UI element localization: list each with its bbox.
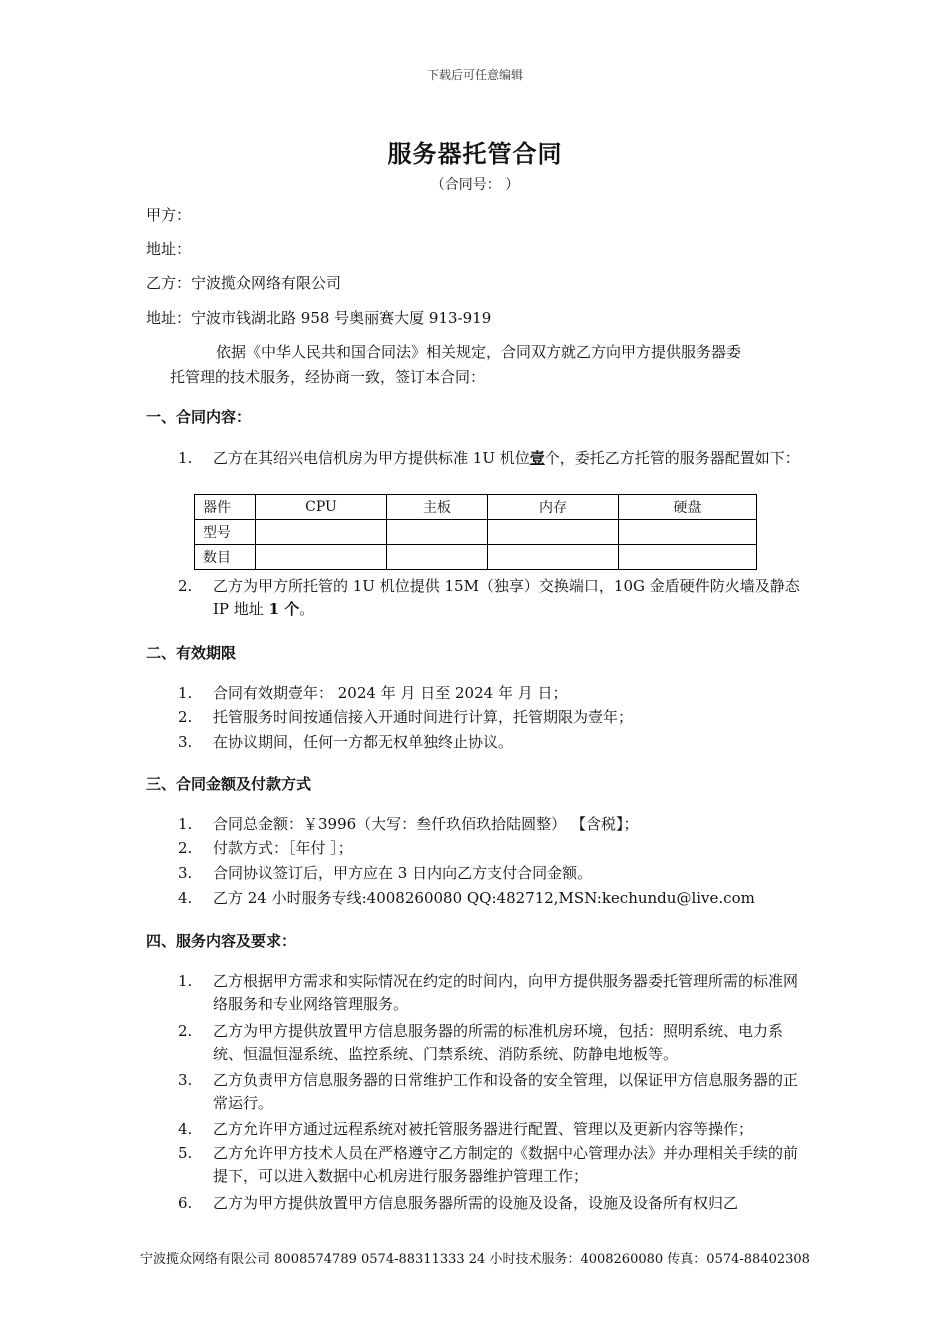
table-row bbox=[195, 545, 757, 570]
table-cell bbox=[256, 545, 387, 570]
item-text: 乙方负责甲方信息服务器的日常维护工作和设备的安全管理，以保证甲方信息服务器的正常运行。 bbox=[213, 1071, 799, 1112]
table-cell bbox=[387, 545, 488, 570]
contract-number: （合同号： ） bbox=[430, 177, 520, 193]
party-a-label: 甲方： bbox=[146, 206, 192, 224]
item-text: 乙方在其绍兴电信机房为甲方提供标准 1U 机位 bbox=[213, 449, 530, 467]
item-text: 。 bbox=[299, 600, 315, 618]
item-number: 2. bbox=[178, 839, 193, 857]
section-1-heading: 一、合同内容： bbox=[146, 408, 252, 426]
item-text: 乙方允许甲方技术人员在严格遵守乙方制定的《数据中心管理办法》并办理相关手续的前提下，可以进入数据中心机房进行服务器维护管理工作； bbox=[213, 1144, 799, 1185]
item-text: 乙方允许甲方通过远程系统对被托管服务器进行配置、管理以及更新内容等操作； bbox=[213, 1120, 754, 1138]
item-text: 个，委托乙方托管的服务器配置如下： bbox=[544, 449, 800, 467]
table-cell bbox=[619, 520, 757, 545]
list-item bbox=[178, 862, 810, 885]
item-number: 2. bbox=[178, 577, 193, 595]
table-cell bbox=[488, 545, 619, 570]
item-text: 乙方为甲方提供放置甲方信息服务器的所需的标准机房环境，包括：照明系统、电力系统、恒温恒湿系统、监控系统、门禁系统、消防系统、防静电地板等。 bbox=[213, 1022, 784, 1063]
table-header-cell: 硬盘 bbox=[619, 495, 757, 520]
table-header-cell: 内存 bbox=[488, 495, 619, 520]
item-text: 合同有效期壹年： 2024 年 月 日至 2024 年 月 日； bbox=[213, 684, 568, 702]
item-text: 付款方式：［年付 ］； bbox=[213, 839, 353, 857]
intro-paragraph bbox=[146, 340, 816, 390]
item-text: 乙方为甲方所托管的 1U 机位提供 15M（独享）交换端口，10G 金盾硬件防火墙及静态 IP 地址 bbox=[213, 577, 800, 618]
table-header-cell: 主板 bbox=[387, 495, 488, 520]
page-footer: 宁波揽众网络有限公司 8008574789 0574-88311333 24 小时技术服务：4008260080 传真：0574-88402308 bbox=[140, 1252, 810, 1267]
list-item bbox=[178, 887, 810, 910]
item-number: 4. bbox=[178, 1120, 193, 1138]
list-item bbox=[178, 837, 810, 860]
document-title: 服务器托管合同 bbox=[387, 140, 563, 168]
list-item bbox=[178, 970, 810, 1016]
item-number: 2. bbox=[178, 708, 193, 726]
item-number: 5. bbox=[178, 1144, 193, 1162]
item-text-bold: 壹 bbox=[529, 449, 545, 467]
item-number: 2. bbox=[178, 1022, 193, 1040]
item-number: 1. bbox=[178, 815, 193, 833]
section-1-item-1 bbox=[178, 447, 810, 470]
item-text: 合同总金额：￥3996（大写：叁仟玖佰玖拾陆圆整） 【含税】； bbox=[213, 815, 639, 833]
header-note: 下载后可任意编辑 bbox=[426, 68, 523, 82]
table-row bbox=[195, 520, 757, 545]
section-1-item-2 bbox=[178, 575, 810, 621]
item-text: 乙方为甲方提供放置甲方信息服务器所需的设施及设备，设施及设备所有权归乙 bbox=[213, 1194, 739, 1212]
item-number: 3. bbox=[178, 1071, 193, 1089]
server-config-table bbox=[194, 494, 757, 570]
party-b-name: 乙方：宁波揽众网络有限公司 bbox=[146, 274, 342, 292]
list-item bbox=[178, 1020, 810, 1066]
item-text: 乙方根据甲方需求和实际情况在约定的时间内，向甲方提供服务器委托管理所需的标准网络服务和专业网络管理服务。 bbox=[213, 972, 799, 1013]
item-text: 托管服务时间按通信接入开通时间进行计算，托管期限为壹年； bbox=[213, 708, 634, 726]
item-number: 6. bbox=[178, 1194, 193, 1212]
section-2-heading: 二、有效期限 bbox=[146, 644, 237, 662]
item-number: 4. bbox=[178, 889, 193, 907]
party-b-address: 地址：宁波市钱湖北路 958 号奥丽赛大厦 913-919 bbox=[146, 309, 492, 327]
list-item bbox=[178, 1069, 810, 1115]
section-4-heading: 四、服务内容及要求： bbox=[146, 932, 297, 950]
list-item bbox=[178, 706, 810, 729]
item-number: 3. bbox=[178, 733, 193, 751]
table-cell bbox=[488, 520, 619, 545]
list-item bbox=[178, 1192, 810, 1215]
table-header-cell: CPU bbox=[256, 495, 387, 520]
item-number: 1. bbox=[178, 684, 193, 702]
item-text: 在协议期间，任何一方都无权单独终止协议。 bbox=[213, 733, 514, 751]
item-text-bold: 1 个 bbox=[268, 600, 300, 618]
list-item bbox=[178, 1118, 810, 1141]
table-cell: 型号 bbox=[195, 520, 256, 545]
table-cell bbox=[619, 545, 757, 570]
table-header-cell: 器件 bbox=[195, 495, 256, 520]
intro-line-2: 托管理的技术服务，经协商一致，签订本合同： bbox=[170, 368, 486, 386]
table-cell: 数目 bbox=[195, 545, 256, 570]
table-header-row bbox=[195, 495, 757, 520]
party-a-address-label: 地址： bbox=[146, 240, 192, 258]
list-item bbox=[178, 682, 810, 705]
list-item bbox=[178, 1142, 810, 1188]
item-number: 1. bbox=[178, 972, 193, 990]
intro-line-1: 依据《中华人民共和国合同法》相关规定，合同双方就乙方向甲方提供服务器委 bbox=[216, 343, 742, 361]
table-cell bbox=[387, 520, 488, 545]
item-number: 1. bbox=[178, 449, 193, 467]
item-text: 乙方 24 小时服务专线:4008260080 QQ:482712,MSN:kechundu@live.com bbox=[213, 889, 755, 907]
list-item bbox=[178, 813, 810, 836]
table-cell bbox=[256, 520, 387, 545]
section-3-heading: 三、合同金额及付款方式 bbox=[146, 775, 312, 793]
list-item bbox=[178, 731, 810, 754]
item-number: 3. bbox=[178, 864, 193, 882]
item-text: 合同协议签订后，甲方应在 3 日内向乙方支付合同金额。 bbox=[213, 864, 593, 882]
